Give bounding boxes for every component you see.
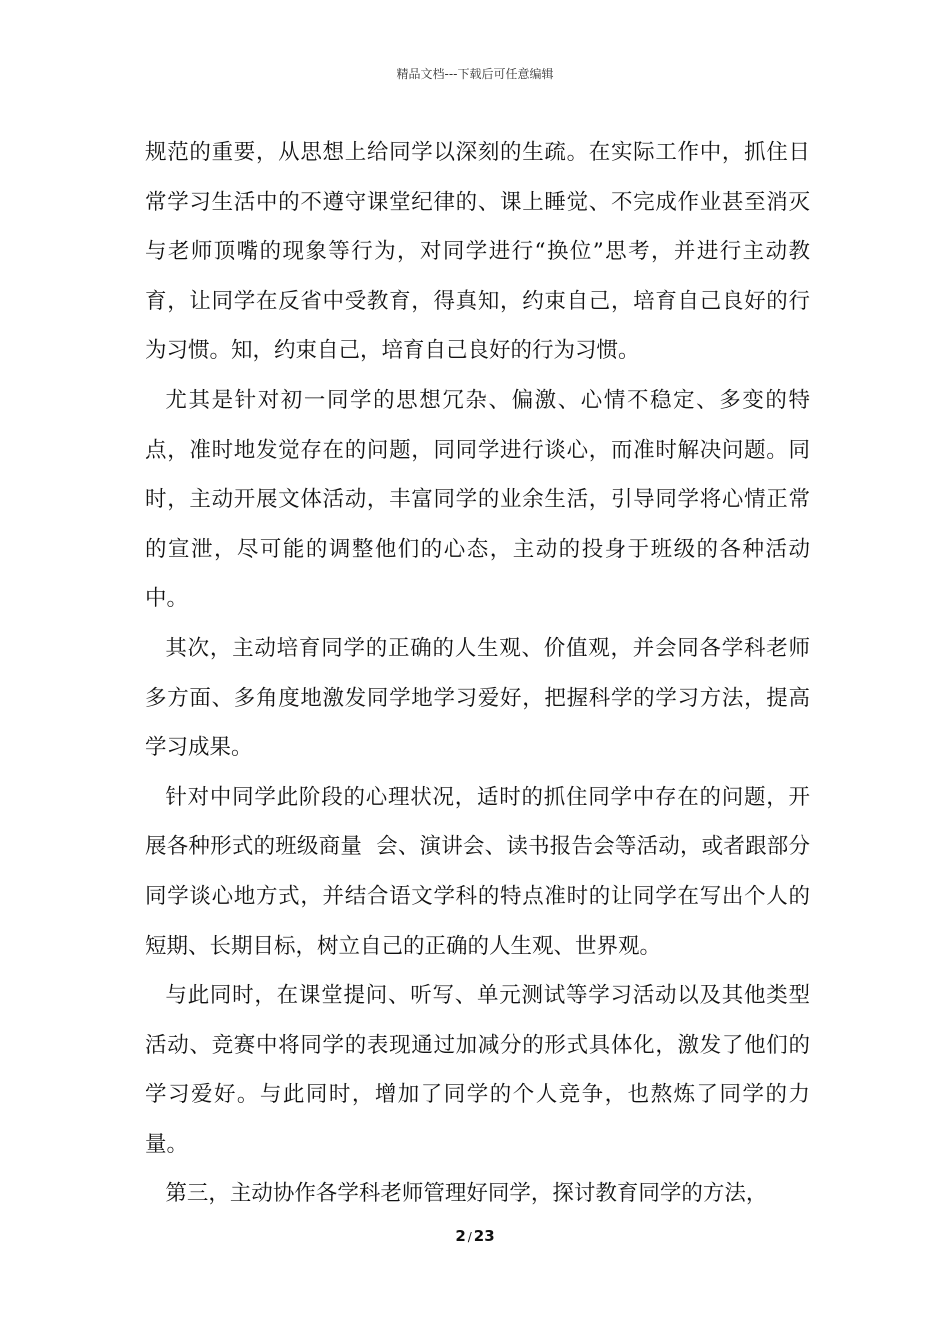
document-body	[145, 128, 810, 1219]
paragraph-1: 规范的重要，从思想上给同学以深刻的生疏。在实际工作中，抓住日常学习生活中的不遵守课堂纪律的、课上睡觉、不完成作业甚至消灭与老师顶嘴的现象等行为，对同学进行“换位”思考，并进行主动教育，让同学在反省中受教育，得真知，约束自己，培育自己良好的行为习惯。知，约束自己，培育自己良好的行为习惯。	[145, 140, 810, 364]
paragraph-5: 与此同时，在课堂提问、听写、单元测试等学习活动以及其他类型活动、竞赛中将同学的表现通过加减分的形式具体化，激发了他们的学习爱好。与此同时，增加了同学的个人竞争，也熬炼了同学的力量。	[145, 983, 810, 1157]
paragraph-2: 尤其是针对初一同学的思想冗杂、偏激、心情不稳定、多变的特点，准时地发觉存在的问题，同同学进行谈心，而准时解决问题。同时，主动开展文体活动，丰富同学的业余生活，引导同学将心情正常的宣泄，尽可能的调整他们的心态，主动的投身于班级的各种活动中。	[145, 387, 810, 612]
page-separator: /	[467, 1230, 472, 1244]
total-pages-number: 23	[473, 1227, 495, 1245]
paragraph-4: 针对中同学此阶段的心理状况，适时的抓住同学中存在的问题，开展各种形式的班级商量 会、演讲会、读书报告会等活动，或者跟部分同学谈心地方式，并结合语文学科的特点准时的让同学在写出个人的短期、长期目标，树立自己的正确的人生观、世界观。	[145, 784, 810, 959]
page-header: 精品文档---下载后可任意编辑	[396, 67, 554, 81]
current-page-number: 2	[455, 1227, 466, 1245]
paragraph-6: 第三，主动协作各学科老师管理好同学，探讨教育同学的方法，	[165, 1181, 768, 1207]
page-number	[0, 1226, 950, 1247]
paragraph-3: 其次，主动培育同学的正确的人生观、价值观，并会同各学科老师多方面、多角度地激发同学地学习爱好，把握科学的学习方法，提高学习成果。	[145, 635, 810, 761]
